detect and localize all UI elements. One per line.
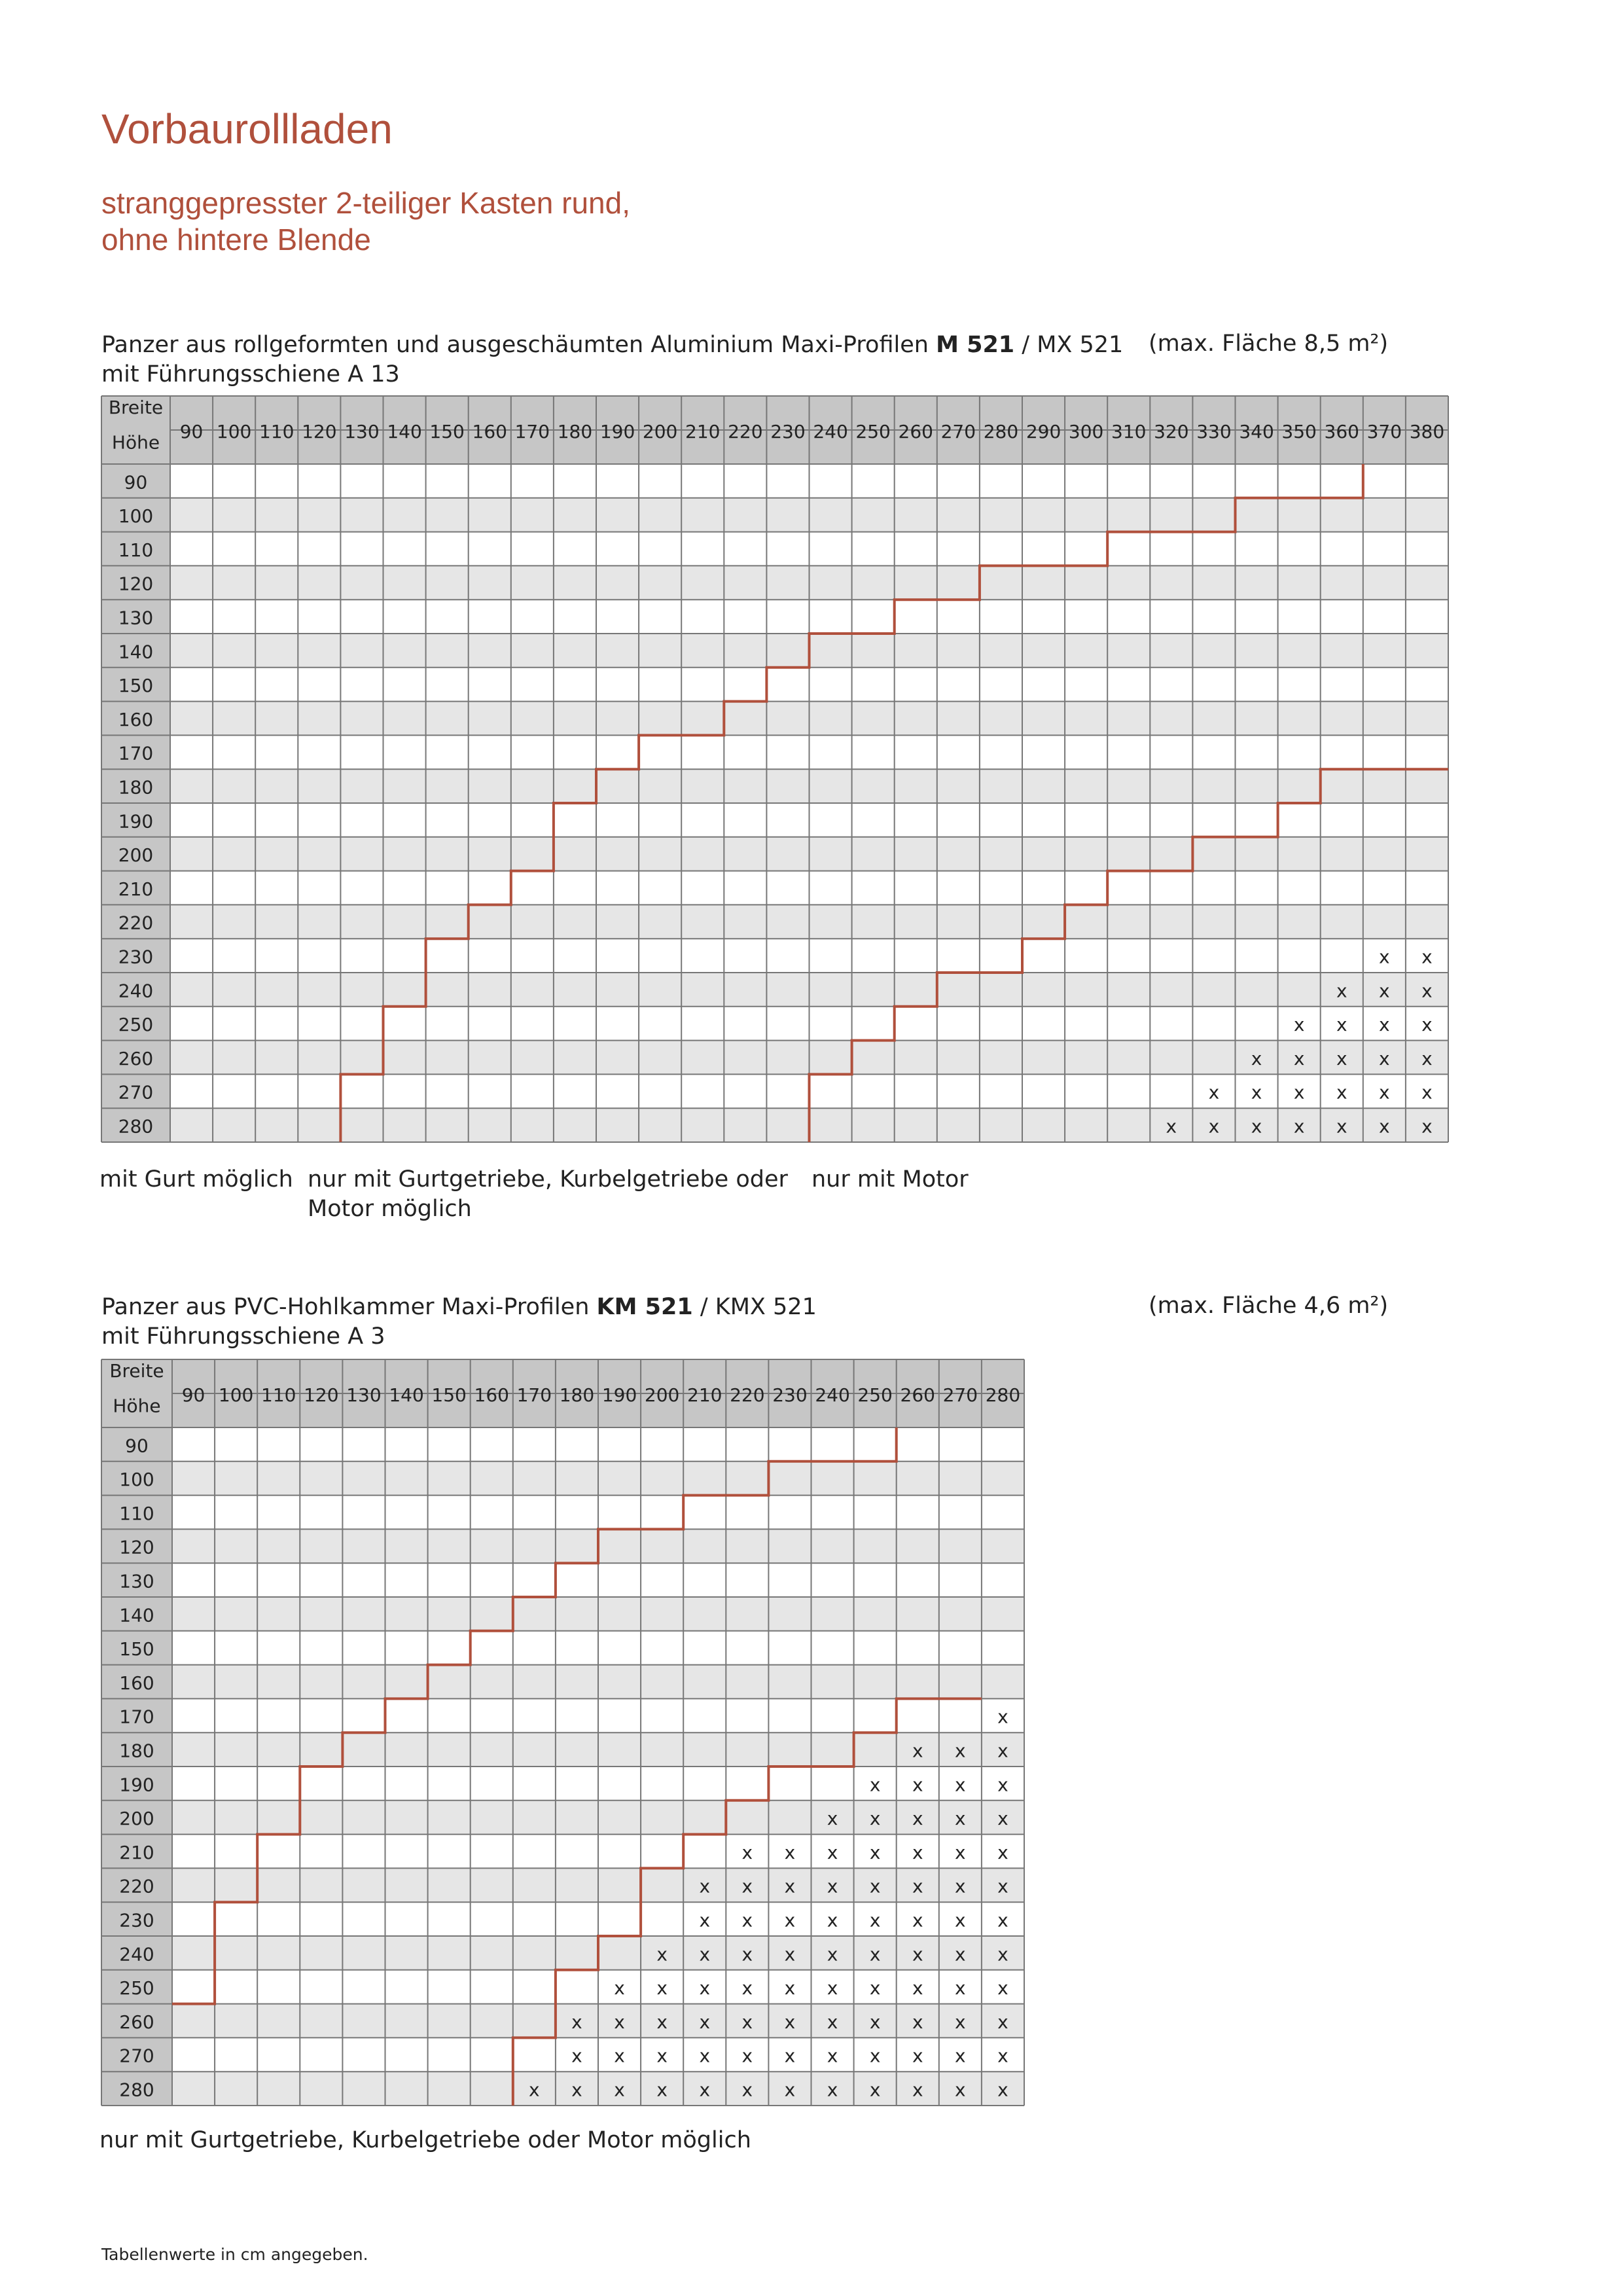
t2-x-mark: x <box>827 1875 838 1897</box>
t2-x-mark: x <box>912 2045 923 2067</box>
t1-height-header: 170 <box>118 742 154 764</box>
t2-x-mark: x <box>614 2045 625 2067</box>
t2-x-mark: x <box>912 1909 923 1931</box>
t1-width-header: 370 <box>1366 421 1402 442</box>
t2-x-mark: x <box>955 2079 966 2101</box>
t2-x-mark: x <box>955 1943 966 1965</box>
t2-x-mark: x <box>784 2011 796 2033</box>
t1-x-mark: x <box>1336 980 1347 1002</box>
t2-height-header: 250 <box>119 1977 154 2000</box>
t2-width-header: 250 <box>857 1384 893 1406</box>
t1-x-mark: x <box>1421 946 1433 968</box>
t2-height-header: 170 <box>119 1706 154 1728</box>
t2-width-header: 120 <box>304 1384 339 1406</box>
t1-x-mark: x <box>1293 1081 1305 1103</box>
t1-height-header: 280 <box>118 1115 154 1138</box>
t1-height-header: 230 <box>118 946 154 968</box>
table2-profile-bold: KM 521 <box>596 1294 693 1320</box>
t2-x-mark: x <box>741 1875 753 1897</box>
t1-x-mark: x <box>1293 1014 1305 1036</box>
t2-x-mark: x <box>741 1977 753 2000</box>
t2-width-header: 180 <box>559 1384 595 1406</box>
t2-x-mark: x <box>997 1808 1008 1830</box>
t2-x-mark: x <box>869 1943 881 1965</box>
t2-x-mark: x <box>912 2011 923 2033</box>
t2-x-mark: x <box>869 1875 881 1897</box>
t2-corner-hoehe: Höhe <box>113 1395 161 1417</box>
table1-grid <box>101 396 1474 1145</box>
t2-height-header: 150 <box>119 1638 154 1660</box>
t1-x-mark: x <box>1379 1115 1390 1138</box>
t2-x-mark: x <box>827 1841 838 1863</box>
t1-width-header: 170 <box>514 421 550 442</box>
t2-x-mark: x <box>656 1977 668 2000</box>
table2-max-area: (max. Fläche 4,6 m²) <box>1149 1293 1389 1319</box>
t2-x-mark: x <box>741 1909 753 1931</box>
t1-width-header: 90 <box>179 421 204 442</box>
t2-x-mark: x <box>827 1808 838 1830</box>
t1-width-header: 120 <box>302 421 337 442</box>
t2-x-mark: x <box>614 2011 625 2033</box>
t2-x-mark: x <box>571 2011 582 2033</box>
t2-x-mark: x <box>955 1977 966 2000</box>
subtitle-line-1: stranggepresster 2-teiliger Kasten rund, <box>101 186 630 220</box>
t2-x-mark: x <box>997 1774 1008 1796</box>
t2-x-mark: x <box>997 1706 1008 1728</box>
table1-caption <box>101 331 1123 389</box>
t1-x-mark: x <box>1293 1115 1305 1138</box>
t1-x-mark: x <box>1208 1081 1220 1103</box>
t1-width-header: 200 <box>642 421 678 442</box>
table1-boundary-motor <box>810 769 1449 1142</box>
t1-height-header: 270 <box>118 1081 154 1103</box>
t2-x-mark: x <box>699 1909 711 1931</box>
table2-caption-line1 <box>101 1293 817 1322</box>
t2-height-header: 160 <box>119 1672 154 1694</box>
t2-x-mark: x <box>912 1808 923 1830</box>
t1-width-header: 280 <box>983 421 1019 442</box>
t1-x-mark: x <box>1421 980 1433 1002</box>
t2-x-mark: x <box>869 1977 881 2000</box>
t1-x-mark: x <box>1421 1081 1433 1103</box>
table2-note-getriebe: nur mit Gurtgetriebe, Kurbelgetriebe oder Motor möglich <box>99 2127 751 2153</box>
t1-width-header: 190 <box>599 421 635 442</box>
t2-width-header: 270 <box>942 1384 978 1406</box>
t2-height-header: 280 <box>119 2079 154 2101</box>
t2-height-header: 130 <box>119 1570 154 1592</box>
t2-x-mark: x <box>955 1875 966 1897</box>
t2-x-mark: x <box>955 1808 966 1830</box>
t2-width-header: 200 <box>644 1384 680 1406</box>
t2-x-mark: x <box>656 2011 668 2033</box>
t1-height-header: 260 <box>118 1047 154 1069</box>
t1-corner-hoehe: Höhe <box>111 431 160 454</box>
t2-height-header: 180 <box>119 1740 154 1762</box>
t1-width-header: 360 <box>1324 421 1359 442</box>
t2-x-mark: x <box>827 2079 838 2101</box>
t2-width-header: 260 <box>900 1384 935 1406</box>
t2-width-header: 240 <box>815 1384 850 1406</box>
t2-height-header: 230 <box>119 1909 154 1931</box>
t2-height-header: 190 <box>119 1774 154 1796</box>
t1-width-header: 140 <box>387 421 422 442</box>
table1-note-getriebe <box>308 1165 788 1224</box>
t1-height-header: 220 <box>118 912 154 934</box>
t1-width-header: 110 <box>259 421 294 442</box>
t1-x-mark: x <box>1379 1081 1390 1103</box>
t2-width-header: 90 <box>181 1384 205 1406</box>
t2-x-mark: x <box>614 2079 625 2101</box>
t1-x-mark: x <box>1251 1047 1262 1069</box>
t2-x-mark: x <box>997 1909 1008 1931</box>
t2-x-mark: x <box>869 2011 881 2033</box>
t2-x-mark: x <box>997 2079 1008 2101</box>
t2-height-header: 210 <box>119 1841 154 1863</box>
t1-x-mark: x <box>1293 1047 1305 1069</box>
t2-x-mark: x <box>741 2045 753 2067</box>
t2-height-header: 270 <box>119 2045 154 2067</box>
t1-width-header: 100 <box>216 421 252 442</box>
t2-width-header: 230 <box>772 1384 808 1406</box>
t1-height-header: 140 <box>118 641 154 663</box>
t2-x-mark: x <box>784 2079 796 2101</box>
t2-x-mark: x <box>827 2045 838 2067</box>
t1-height-header: 150 <box>118 675 154 697</box>
table1-max-area: (max. Fläche 8,5 m²) <box>1149 331 1389 357</box>
t1-x-mark: x <box>1336 1081 1347 1103</box>
t2-height-header: 200 <box>119 1808 154 1830</box>
t1-height-header: 100 <box>118 505 154 528</box>
t1-width-header: 240 <box>813 421 848 442</box>
t1-x-mark: x <box>1421 1014 1433 1036</box>
table1-profile-bold: M 521 <box>936 332 1015 358</box>
t1-width-header: 320 <box>1154 421 1189 442</box>
t2-x-mark: x <box>741 1943 753 1965</box>
t2-x-mark: x <box>997 2011 1008 2033</box>
t2-width-header: 140 <box>389 1384 424 1406</box>
t1-height-header: 200 <box>118 844 154 867</box>
t2-x-mark: x <box>997 1875 1008 1897</box>
t1-x-mark: x <box>1336 1115 1347 1138</box>
t1-width-header: 340 <box>1239 421 1274 442</box>
t2-x-mark: x <box>912 1740 923 1762</box>
t1-height-header: 130 <box>118 607 154 629</box>
table1-caption-line1 <box>101 331 1123 360</box>
t2-x-mark: x <box>955 1740 966 1762</box>
t2-x-mark: x <box>656 2079 668 2101</box>
t2-height-header: 220 <box>119 1875 154 1897</box>
t2-x-mark: x <box>741 2011 753 2033</box>
table2-caption-prefix: Panzer aus PVC-Hohlkammer Maxi-Profilen <box>101 1294 597 1320</box>
t1-x-mark: x <box>1421 1115 1433 1138</box>
t2-width-header: 150 <box>431 1384 467 1406</box>
t2-height-header: 140 <box>119 1604 154 1626</box>
t2-x-mark: x <box>955 1909 966 1931</box>
t1-x-mark: x <box>1379 1014 1390 1036</box>
t2-x-mark: x <box>699 1943 711 1965</box>
t1-width-header: 180 <box>557 421 593 442</box>
t1-x-mark: x <box>1379 946 1390 968</box>
t2-x-mark: x <box>869 1841 881 1863</box>
t2-x-mark: x <box>571 2045 582 2067</box>
t1-x-mark: x <box>1208 1115 1220 1138</box>
t1-width-header: 210 <box>685 421 721 442</box>
table1-rail: mit Führungsschiene A 13 <box>101 361 400 387</box>
t2-x-mark: x <box>741 2079 753 2101</box>
t2-x-mark: x <box>912 1774 923 1796</box>
t2-x-mark: x <box>955 1841 966 1863</box>
t1-width-header: 130 <box>344 421 380 442</box>
t2-x-mark: x <box>784 1841 796 1863</box>
table2-caption-suffix: / KMX 521 <box>692 1294 817 1320</box>
t2-x-mark: x <box>997 1841 1008 1863</box>
t2-width-header: 220 <box>730 1384 765 1406</box>
t2-height-header: 110 <box>119 1502 154 1524</box>
t2-x-mark: x <box>827 2011 838 2033</box>
table1-caption-prefix: Panzer aus rollgeformten und ausgeschäumten Aluminium Maxi-Profilen <box>101 332 936 358</box>
t2-x-mark: x <box>869 1808 881 1830</box>
t2-x-mark: x <box>784 1977 796 2000</box>
t1-height-header: 90 <box>124 471 148 493</box>
t2-width-header: 190 <box>601 1384 637 1406</box>
t2-x-mark: x <box>529 2079 540 2101</box>
t1-height-header: 240 <box>118 980 154 1002</box>
t2-x-mark: x <box>827 1943 838 1965</box>
t2-x-mark: x <box>699 2011 711 2033</box>
table2-rail: mit Führungsschiene A 3 <box>101 1323 385 1350</box>
t1-width-header: 270 <box>940 421 976 442</box>
t1-width-header: 330 <box>1196 421 1232 442</box>
t1-height-header: 110 <box>118 539 154 561</box>
t1-width-header: 220 <box>728 421 763 442</box>
t1-width-header: 260 <box>898 421 933 442</box>
t2-x-mark: x <box>997 2045 1008 2067</box>
t2-width-header: 280 <box>985 1384 1021 1406</box>
t2-x-mark: x <box>614 1977 625 2000</box>
t2-x-mark: x <box>912 1943 923 1965</box>
t1-height-header: 180 <box>118 776 154 798</box>
t2-x-mark: x <box>784 1875 796 1897</box>
t1-height-header: 120 <box>118 573 154 595</box>
t1-x-mark: x <box>1379 980 1390 1002</box>
table2-grid <box>101 1359 1050 2108</box>
t2-x-mark: x <box>997 1977 1008 2000</box>
t1-x-mark: x <box>1251 1115 1262 1138</box>
t2-x-mark: x <box>699 1977 711 2000</box>
t2-width-header: 110 <box>261 1384 296 1406</box>
t2-x-mark: x <box>784 1909 796 1931</box>
t2-x-mark: x <box>827 1977 838 2000</box>
t1-width-header: 380 <box>1409 421 1445 442</box>
t2-height-header: 90 <box>125 1435 149 1457</box>
t2-x-mark: x <box>912 1841 923 1863</box>
t1-corner-breite: Breite <box>108 397 164 419</box>
t2-height-header: 240 <box>119 1943 154 1965</box>
t2-x-mark: x <box>699 1875 711 1897</box>
t2-width-header: 170 <box>516 1384 552 1406</box>
page-subtitle <box>101 185 630 258</box>
page-title: Vorbaurollladen <box>101 105 393 152</box>
t2-x-mark: x <box>955 2011 966 2033</box>
t1-x-mark: x <box>1336 1014 1347 1036</box>
t2-x-mark: x <box>997 1740 1008 1762</box>
subtitle-line-2: ohne hintere Blende <box>101 223 371 257</box>
table2-caption <box>101 1293 817 1352</box>
t1-height-header: 190 <box>118 810 154 833</box>
t1-x-mark: x <box>1421 1047 1433 1069</box>
t1-width-header: 350 <box>1281 421 1317 442</box>
t2-x-mark: x <box>869 1774 881 1796</box>
t2-x-mark: x <box>869 1909 881 1931</box>
t2-width-header: 130 <box>346 1384 382 1406</box>
t2-x-mark: x <box>699 2079 711 2101</box>
t2-corner-breite: Breite <box>109 1360 164 1382</box>
t2-x-mark: x <box>869 2079 881 2101</box>
t2-height-header: 260 <box>119 2011 154 2033</box>
t1-width-header: 250 <box>855 421 891 442</box>
t2-height-header: 120 <box>119 1536 154 1558</box>
t2-x-mark: x <box>955 2045 966 2067</box>
t1-width-header: 150 <box>429 421 465 442</box>
table1-note-getriebe-line2: Motor möglich <box>308 1196 472 1222</box>
t1-width-header: 160 <box>472 421 507 442</box>
t1-width-header: 310 <box>1111 421 1147 442</box>
t2-x-mark: x <box>699 2045 711 2067</box>
t2-width-header: 160 <box>474 1384 509 1406</box>
t2-width-header: 210 <box>687 1384 722 1406</box>
t2-x-mark: x <box>912 2079 923 2101</box>
t2-x-mark: x <box>784 1943 796 1965</box>
t2-x-mark: x <box>912 1875 923 1897</box>
t1-width-header: 230 <box>770 421 806 442</box>
t1-width-header: 290 <box>1026 421 1061 442</box>
t2-x-mark: x <box>869 2045 881 2067</box>
table1-note-gurt: mit Gurt möglich <box>99 1166 293 1193</box>
t1-width-header: 300 <box>1068 421 1104 442</box>
t2-x-mark: x <box>997 1943 1008 1965</box>
t1-height-header: 210 <box>118 878 154 900</box>
t2-x-mark: x <box>784 2045 796 2067</box>
table1-note-motor: nur mit Motor <box>812 1166 969 1193</box>
t2-x-mark: x <box>912 1977 923 2000</box>
t1-x-mark: x <box>1166 1115 1177 1138</box>
t1-x-mark: x <box>1336 1047 1347 1069</box>
table1-note-getriebe-line1: nur mit Gurtgetriebe, Kurbelgetriebe oder <box>308 1166 788 1193</box>
t2-width-header: 100 <box>218 1384 254 1406</box>
t2-x-mark: x <box>741 1841 753 1863</box>
table1-caption-suffix: / MX 521 <box>1014 332 1124 358</box>
t1-x-mark: x <box>1251 1081 1262 1103</box>
t2-x-mark: x <box>656 1943 668 1965</box>
t2-x-mark: x <box>571 2079 582 2101</box>
footnote: Tabellenwerte in cm angegeben. <box>101 2245 368 2264</box>
t2-height-header: 100 <box>119 1469 154 1491</box>
t1-height-header: 250 <box>118 1014 154 1036</box>
t1-height-header: 160 <box>118 708 154 730</box>
t2-x-mark: x <box>955 1774 966 1796</box>
t1-x-mark: x <box>1379 1047 1390 1069</box>
t2-x-mark: x <box>656 2045 668 2067</box>
t2-x-mark: x <box>827 1909 838 1931</box>
